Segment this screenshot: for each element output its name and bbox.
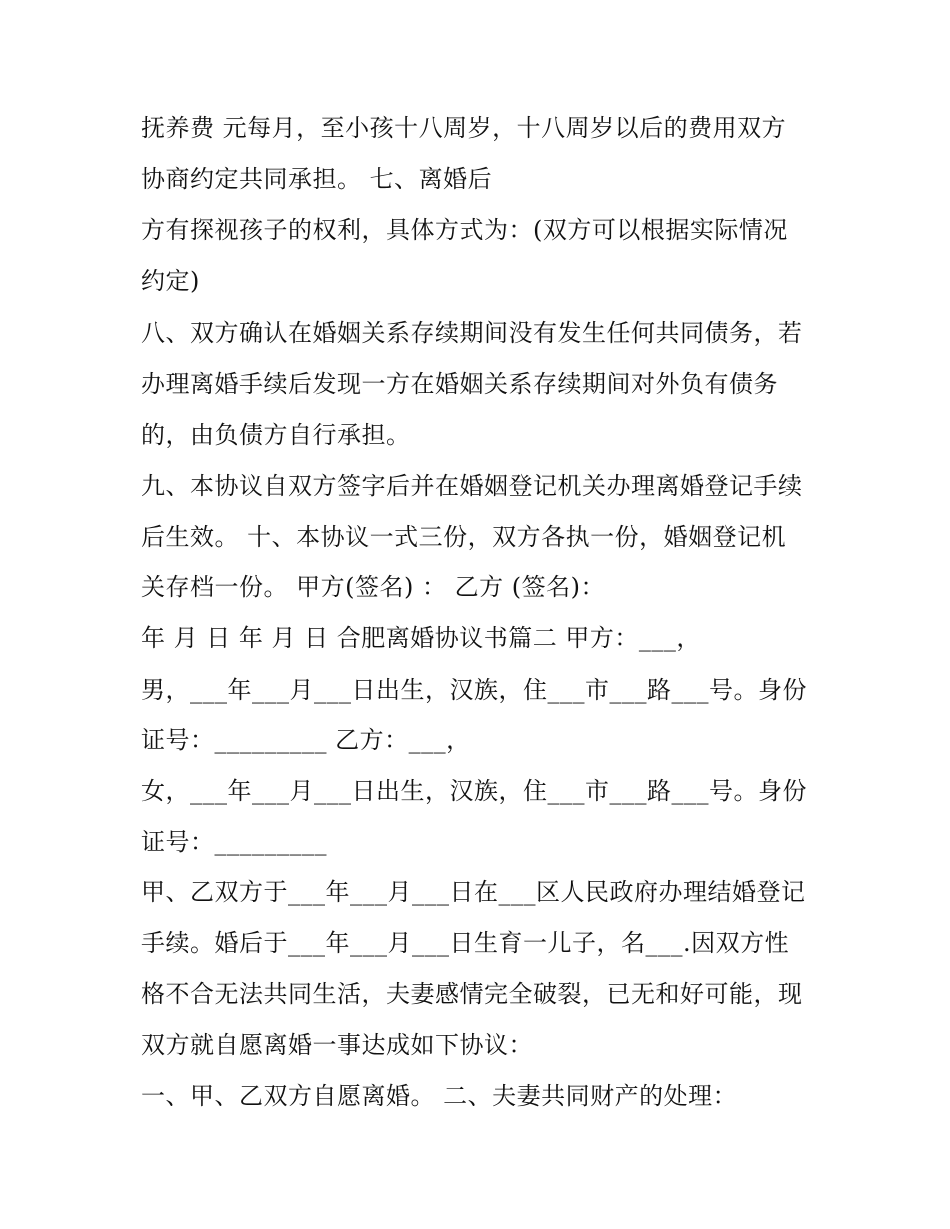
text-line: 九、本协议自双方签字后并在婚姻登记机关办理离婚登记手续 bbox=[141, 472, 803, 500]
text-line: 的，由负债方自行承担。 bbox=[141, 421, 411, 449]
text-line: 证号：_________ 乙方：___， bbox=[141, 726, 471, 754]
text-line: 约定) bbox=[141, 267, 200, 295]
text-line: 抚养费 元每月，至小孩十八周岁，十八周岁以后的费用双方 bbox=[141, 114, 787, 142]
text-line: 双方就自愿离婚一事达成如下协议： bbox=[141, 1031, 533, 1059]
text-line: 后生效。 十、本协议一式三份，双方各执一份，婚姻登记机 bbox=[141, 523, 787, 551]
text-line: 甲、乙双方于___年___月___日在___区人民政府办理结婚登记 bbox=[141, 878, 806, 906]
text-line: 八、双方确认在婚姻关系存续期间没有发生任何共同债务，若 bbox=[141, 319, 803, 347]
text-line: 女，___年___月___日出生，汉族，住___市___路___号。身份 bbox=[141, 777, 807, 805]
text-line: 方有探视孩子的权利，具体方式为：(双方可以根据实际情况 bbox=[141, 216, 788, 244]
text-line: 协商约定共同承担。 七、离婚后 bbox=[141, 165, 493, 193]
text-line: 年 月 日 年 月 日 合肥离婚协议书篇二 甲方：___， bbox=[141, 624, 701, 652]
text-line: 男，___年___月___日出生，汉族，住___市___路___号。身份 bbox=[141, 676, 807, 704]
text-line: 手续。婚后于___年___月___日生育一儿子，名___.因双方性 bbox=[141, 929, 790, 957]
text-line: 一、甲、乙双方自愿离婚。 二、夫妻共同财产的处理： bbox=[141, 1082, 738, 1110]
text-line: 格不合无法共同生活，夫妻感情完全破裂，已无和好可能，现 bbox=[141, 980, 803, 1008]
text-line: 办理离婚手续后发现一方在婚姻关系存续期间对外负有债务 bbox=[141, 370, 778, 398]
text-line: 关存档一份。 甲方(签名) ： 乙方 (签名)： bbox=[141, 573, 605, 601]
text-line: 证号：_________ bbox=[141, 828, 327, 856]
